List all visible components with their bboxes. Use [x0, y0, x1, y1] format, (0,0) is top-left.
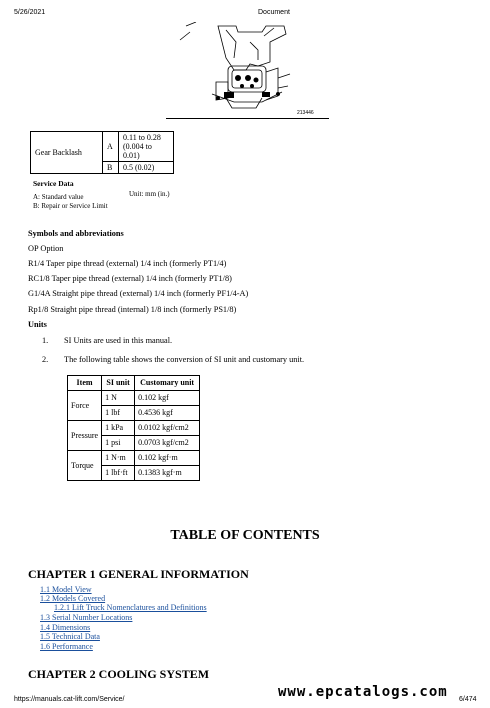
toc-link[interactable]: 1.1 Model View — [40, 585, 92, 594]
figure-divider — [166, 118, 329, 119]
customary-unit: 0.4536 kgf — [135, 406, 200, 421]
units-item-text: The following table shows the conversion of SI unit and customary unit. — [64, 355, 305, 364]
toc-link[interactable]: 1.5 Technical Data — [40, 632, 100, 641]
si-unit: 1 N — [102, 391, 135, 406]
backlash-value: 0.5 (0.02) — [119, 162, 174, 174]
si-unit: 1 lbf·ft — [102, 466, 135, 481]
backlash-key: A — [103, 132, 119, 162]
service-data-unit: Unit: mm (in.) — [129, 190, 170, 198]
header-date: 5/26/2021 — [14, 9, 46, 16]
si-unit: 1 psi — [102, 436, 135, 451]
si-unit: 1 lbf — [102, 406, 135, 421]
units-item-text: SI Units are used in this manual. — [64, 336, 173, 345]
toc-link[interactable]: 1.4 Dimensions — [40, 623, 91, 632]
si-header-si: SI unit — [102, 376, 135, 391]
customary-unit: 0.1383 kgf·m — [135, 466, 200, 481]
figure-label: 213446 — [297, 110, 314, 116]
footer-page-number: 6/474 — [459, 696, 477, 703]
customary-unit: 0.102 kgf — [135, 391, 200, 406]
header-title: Document — [258, 9, 290, 16]
si-unit: 1 N·m — [102, 451, 135, 466]
customary-unit: 0.0102 kgf/cm2 — [135, 421, 200, 436]
chapter-1-heading: CHAPTER 1 GENERAL INFORMATION — [28, 567, 249, 581]
toc-link[interactable]: 1.3 Serial Number Locations — [40, 613, 133, 622]
symbol-line: G1/4A Straight pipe thread (external) 1/4 inch (formerly PF1/4-A) — [28, 289, 249, 298]
customary-unit: 0.0703 kgf/cm2 — [135, 436, 200, 451]
si-item: Torque — [68, 451, 102, 481]
toc-title: TABLE OF CONTENTS — [170, 528, 320, 543]
si-unit: 1 kPa — [102, 421, 135, 436]
backlash-value-line: (0.004 to 0.01) — [123, 142, 152, 160]
si-header-customary: Customary unit — [135, 376, 200, 391]
si-header-item: Item — [68, 376, 102, 391]
symbol-line: R1/4 Taper pipe thread (external) 1/4 inch (formerly PT1/4) — [28, 259, 227, 268]
gear-backlash-table — [30, 131, 174, 174]
symbol-line: Rp1/8 Straight pipe thread (internal) 1/8 inch (formerly PS1/8) — [28, 305, 237, 314]
backlash-key: B — [103, 162, 119, 174]
gear-figure — [166, 22, 330, 118]
backlash-value — [119, 132, 174, 162]
units-heading: Units — [28, 320, 47, 329]
si-item: Force — [68, 391, 102, 421]
toc-link[interactable]: 1.2.1 Lift Truck Nomenclatures and Definitions — [54, 603, 207, 612]
service-data-a: A: Standard value — [33, 193, 84, 201]
si-conversion-table — [67, 375, 200, 481]
service-data-b: B: Repair or Service Limit — [33, 202, 108, 210]
toc-link[interactable]: 1.6 Performance — [40, 642, 93, 651]
symbol-line: RC1/8 Taper pipe thread (external) 1/4 inch (formerly PT1/8) — [28, 274, 232, 283]
mechanical-drawing-icon — [166, 22, 330, 118]
customary-unit: 0.102 kgf·m — [135, 451, 200, 466]
watermark: www.epcatalogs.com — [278, 684, 448, 700]
si-item: Pressure — [68, 421, 102, 451]
footer-url: https://manuals.cat-lift.com/Service/ — [14, 696, 125, 703]
units-item-number: 2. — [42, 355, 49, 364]
chapter-2-heading: CHAPTER 2 COOLING SYSTEM — [28, 667, 210, 681]
backlash-name: Gear Backlash — [31, 132, 103, 174]
backlash-value-line: 0.11 to 0.28 — [123, 133, 161, 142]
toc-link[interactable]: 1.2 Models Covered — [40, 594, 106, 603]
service-data-title: Service Data — [33, 179, 74, 188]
symbol-line: OP Option — [28, 244, 64, 253]
units-item-number: 1. — [42, 336, 49, 345]
symbols-heading: Symbols and abbreviations — [28, 229, 124, 238]
